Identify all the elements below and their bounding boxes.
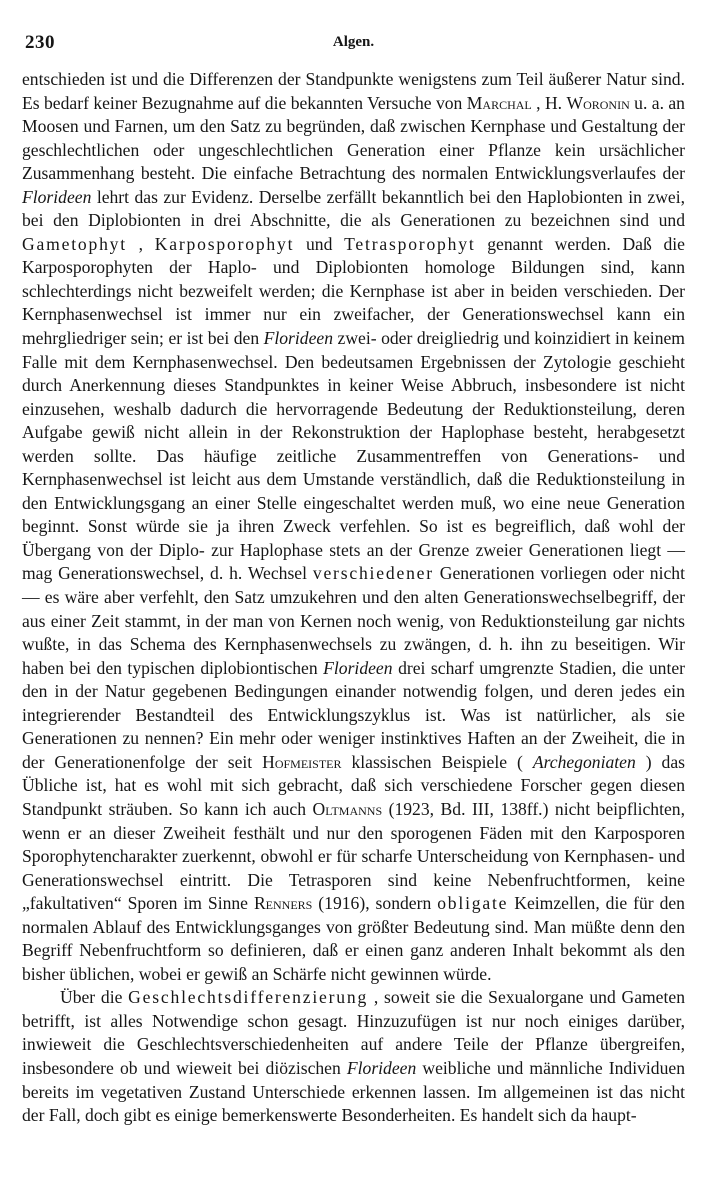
text-run: Generationen vorliegen oder nicht — es wäre aber verfehlt, den Satz umzukehren und den alten Generationswechselbegriff, der aus einer Zeit stammt, in der man von Kernen noch wenig, von Reduktionsteilung gar nichts wußte, in das Schema des Kernphasenwechsels zu zwängen, d. h. ihn zu beseitigen. Wir haben bei den typischen diplobiontischen xyxy=(22,563,685,678)
author-name-marchal: Marchal xyxy=(466,92,532,113)
text-run: Keimzellen, die für den normalen Ablauf des Entwicklungsganges von größter Bedeutung sind. Man müßte denn den Begriff Nebenfruchtform so definieren, daß er einen ganz anderen Inhalt bekommt als den bisher üblichen, wobei er gewiß an Schärfe nicht gewinnen würde. xyxy=(22,893,685,984)
text-run: u. a. an Moosen und Farnen, um den Satz zu begründen, daß zwischen Kernphase und Gestaltung der geschlechtlichen oder ungeschlechtlichen Generation einer Pflanze kein ursächlicher Zusammenhang besteht. Die einfache Betrachtung des normalen Entwicklungsverlaufes der xyxy=(22,92,685,184)
term-tetrasporophyt: Tetrasporophyt xyxy=(344,233,476,254)
author-name-woronin: Woronin xyxy=(566,92,630,113)
emphasis-obligate: obligate xyxy=(437,893,509,914)
text-run: zwei- oder dreigliedrig und koinzidiert in keinem Falle mit dem Kernphasenwechsel. Den bedeutsamen Ergebnissen der Zytologie geschieht durch Anerkennung dieses Standpunktes in keiner Weise Abbruch, insbesondere ist nicht einzusehen, weshalb dadurch die hervorragende Bedeutung der Reduktionsteilung, deren Aufgabe gewiß nicht allein in der Rekonstruktion der Haplophase besteht, herabgesetzt werden sollte. Das häufige zeitliche Zusammentreffen von Generations- und Kernphasenwechsel ist leicht aus dem Umstande verständlich, daß die Reduktionsteilung in den Entwicklungsgang an einer Stelle eingeschaltet werden muß, wo eine neue Generation beginnt. Sonst würde sie ja ihren Zweck verfehlen. So ist es begreiflich, daß wohl der Übergang von der Diplo- zur Haplophase stets an der Grenze zweier Generationen liegt — mag Generationswechsel, d. h. Wechsel xyxy=(22,328,685,584)
text-run: , H. xyxy=(536,92,567,113)
body-text xyxy=(22,68,685,1128)
text-run: entschieden ist und die Differenzen der Standpunkte wenigstens zum Teil äußerer Natur sind. Es bedarf keiner Bezugnahme auf die bekannten Versuche von xyxy=(22,69,685,113)
author-name-renners: Renners xyxy=(253,893,313,914)
text-run: lehrt das zur Evidenz. Derselbe zerfällt bekanntlich bei den Haplobionten in zwei, bei den Diplobionten in drei Abschnitte, die als Generationen zu bezeichnen sind und xyxy=(22,186,685,231)
paragraph-2 xyxy=(22,986,685,1127)
term-karposporophyt: Karposporophyt xyxy=(154,233,295,254)
text-run: Über die xyxy=(60,987,129,1008)
text-run: drei scharf umgrenzte Stadien, die unter den in der Natur gegebenen Bedingungen einander notwendig folgen, und deren jedes ein integrierender Bestandteil des Entwicklungszyklus ist. Was ist natürlicher, als sie Generationen zu nennen? Ein mehr oder weniger instinktives Haften an der Zweiheit, die in der Generationenfolge der seit xyxy=(22,657,685,772)
term-gametophyt: Gametophyt xyxy=(22,233,127,254)
author-name-hofmeister: Hofmeister xyxy=(262,751,342,772)
text-run: klassischen Beispiele ( xyxy=(351,751,523,772)
text-run: und xyxy=(306,233,345,254)
emphasis-verschiedener: verschiedener xyxy=(312,563,434,584)
author-name-oltmanns: Oltmanns xyxy=(312,798,383,819)
text-run: ) das Übliche ist, hat es wohl mit sich gebracht, daß sich verschiedene Forscher gegen diesen Standpunkt sträuben. So kann ich auch xyxy=(22,751,686,819)
text-run: weibliche und männliche Individuen bereits im vegetativen Zustand Unterschiede erkennen lassen. Im allgemeinen ist das nicht der Fall, doch gibt es einige bemerkenswerte Besonderheiten. Es handelt sich da haupt- xyxy=(22,1057,685,1126)
page-header xyxy=(22,30,685,56)
text-run: (1923, Bd. III, 138ff.) nicht beipflichten, wenn er an dieser Zweiheit festhält und nur den sporogenen Fäden mit den Karposporen Sporophytencharakter zuerkennt, obwohl er für scharfe Unterscheidung von Kernphasen- und Generationswechsel eintritt. Die Tetrasporen sind keine Nebenfruchtformen, keine „fakultativen“ Sporen im Sinne xyxy=(22,798,685,914)
page-number: 230 xyxy=(25,32,55,53)
taxon-florideen: Florideen xyxy=(346,1057,417,1078)
text-run: , xyxy=(138,233,155,254)
text-run: (1916), sondern xyxy=(318,893,438,914)
running-head: Algen. xyxy=(332,34,375,50)
taxon-florideen: Florideen xyxy=(323,657,393,678)
text-run: , soweit sie die Sexualorgane und Gameten betrifft, ist alles Notwendige schon gesagt. Hinzuzufügen ist nur noch einiges darüber, inwieweit die Geschlechtsverschiedenheiten auf andere Teile der Pflanze übergreifen, insbesondere ob und wieweit bei diözischen xyxy=(22,987,685,1078)
text-run: genannt werden. Daß die Karposporophyten der Haplo- und Diplobionten homologe Bildungen sind, kann schlechterdings nicht bezweifelt werden; die Kernphase ist aber in beiden verschieden. Der Kernphasenwechsel ist immer nur ein zweifacher, der Generationswechsel kann ein mehrgliedriger sein; er ist bei den xyxy=(22,233,685,349)
term-geschlechtsdifferenzierung: Geschlechtsdifferenzierung xyxy=(128,987,369,1008)
taxon-archegoniaten: Archegoniaten xyxy=(532,751,636,772)
taxon-florideen: Florideen xyxy=(263,328,334,349)
taxon-florideen: Florideen xyxy=(22,186,92,207)
paragraph-1 xyxy=(22,68,685,986)
